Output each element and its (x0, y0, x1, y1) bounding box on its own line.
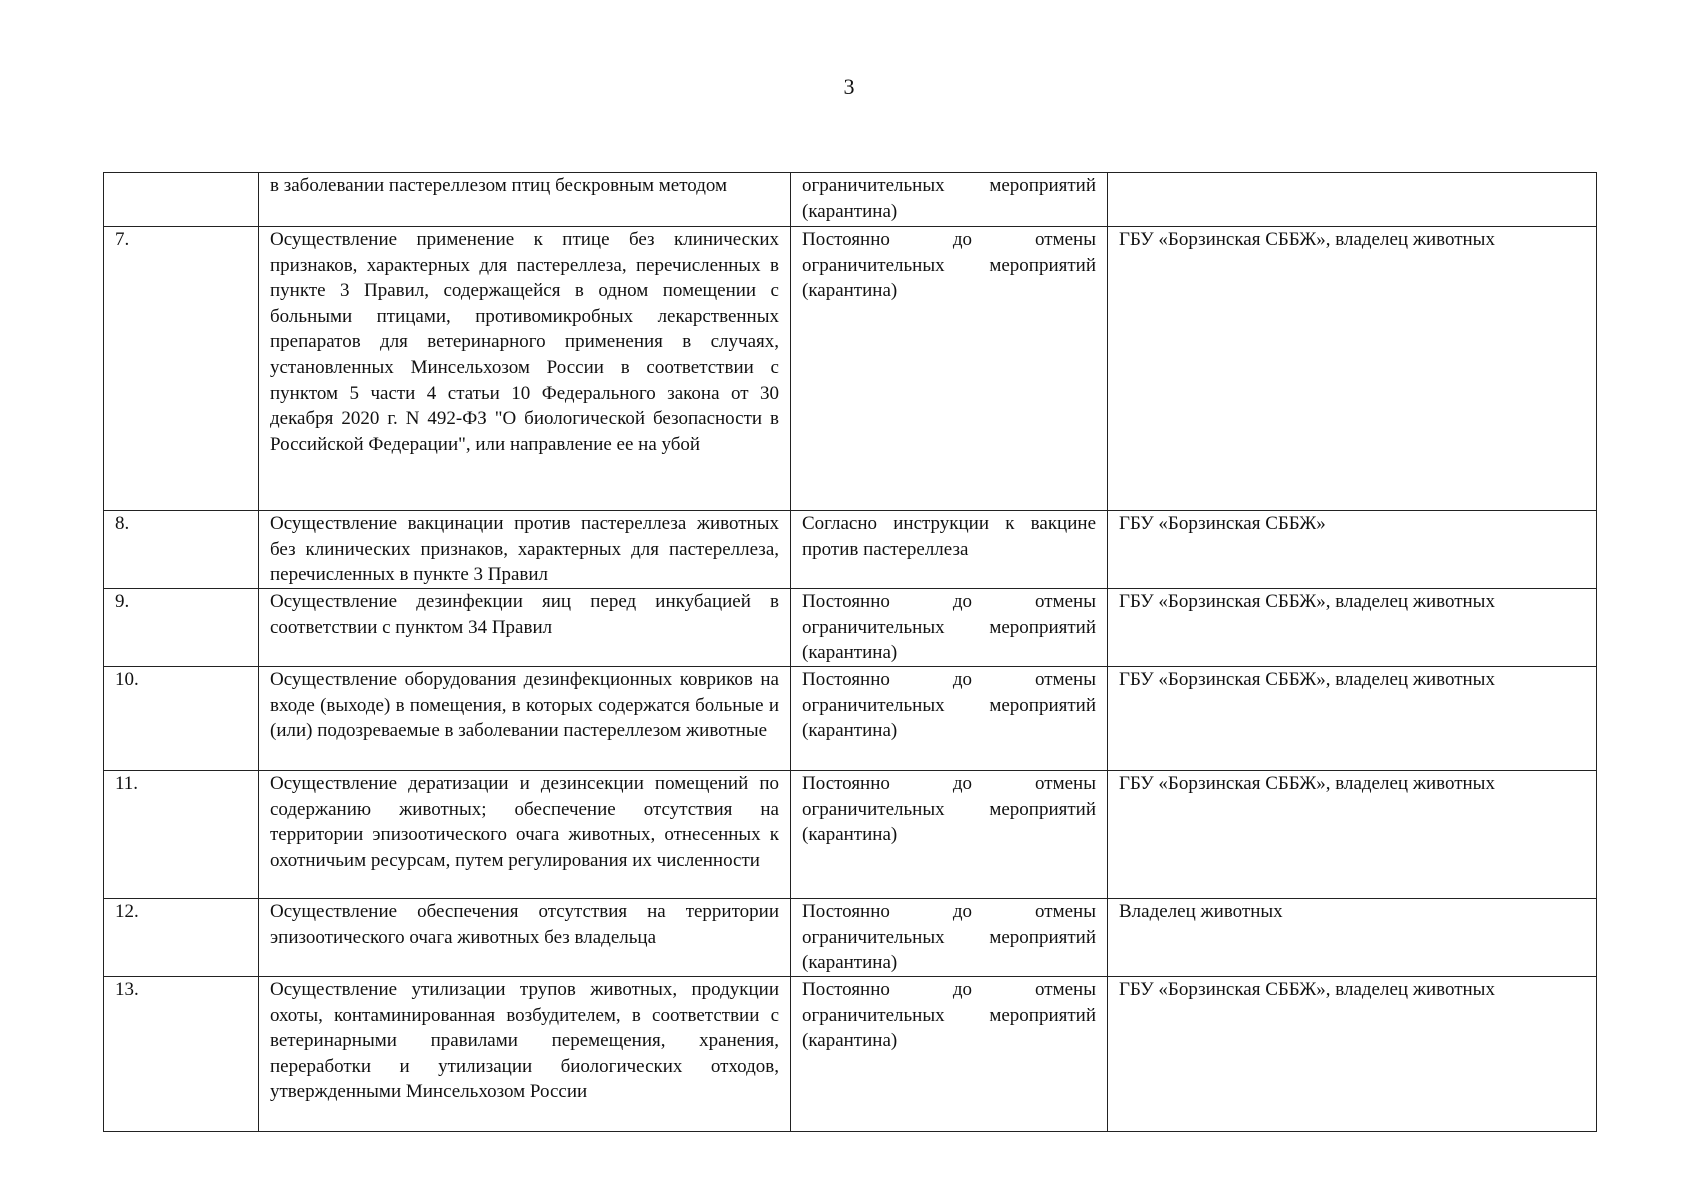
measure-description: Осуществление дератизации и дезинсекции помещений по содержанию животных; обеспечение отсутствия на территории эпизоотического очага животных, отнесенных к охотничьим ресурсам, путем регулирования их численности (259, 771, 791, 899)
table-row (104, 771, 1597, 899)
responsible-party: ГБУ «Борзинская СББЖ», владелец животных (1108, 667, 1597, 771)
measure-description: Осуществление применение к птице без клинических признаков, характерных для пастереллеза, перечисленных в пункте 3 Правил, содержащейся в одном помещении с больными птицами, противомикробных лекарственных препаратов для ветеринарного применения в случаях, установленных Минсельхозом России в соответствии с пунктом 5 части 4 статьи 10 Федерального закона от 30 декабря 2020 г. N 492-ФЗ "О биологической безопасности в Российской Федерации", или направление ее на убой (259, 227, 791, 511)
table-row (104, 511, 1597, 589)
responsible-party: ГБУ «Борзинская СББЖ», владелец животных (1108, 227, 1597, 511)
responsible-party (1108, 173, 1597, 227)
responsible-party: Владелец животных (1108, 899, 1597, 977)
row-number: 11. (104, 771, 259, 899)
table-row (104, 589, 1597, 667)
row-number: 12. (104, 899, 259, 977)
measure-term: Постоянно до отмены ограничительных мероприятий (карантина) (791, 227, 1108, 511)
responsible-party: ГБУ «Борзинская СББЖ», владелец животных (1108, 771, 1597, 899)
responsible-party: ГБУ «Борзинская СББЖ», владелец животных (1108, 589, 1597, 667)
table-row (104, 977, 1597, 1132)
measure-term: Постоянно до отмены ограничительных мероприятий (карантина) (791, 589, 1108, 667)
row-number: 10. (104, 667, 259, 771)
measure-term: Постоянно до отмены ограничительных мероприятий (карантина) (791, 899, 1108, 977)
measure-term: Согласно инструкции к вакцине против пастереллеза (791, 511, 1108, 589)
table-row (104, 227, 1597, 511)
row-number (104, 173, 259, 227)
table-row (104, 173, 1597, 227)
measure-description: Осуществление дезинфекции яиц перед инкубацией в соответствии с пунктом 34 Правил (259, 589, 791, 667)
row-number: 13. (104, 977, 259, 1132)
measure-description: Осуществление оборудования дезинфекционных ковриков на входе (выходе) в помещения, в которых содержатся больные и (или) подозреваемые в заболевании пастереллезом животные (259, 667, 791, 771)
row-number: 9. (104, 589, 259, 667)
measure-description: Осуществление обеспечения отсутствия на территории эпизоотического очага животных без владельца (259, 899, 791, 977)
responsible-party: ГБУ «Борзинская СББЖ», владелец животных (1108, 977, 1597, 1132)
measure-description: Осуществление утилизации трупов животных, продукции охоты, контаминированная возбудителем, в соответствии с ветеринарными правилами перемещения, хранения, переработки и утилизации биологических отходов, утвержденными Минсельхозом России (259, 977, 791, 1132)
measure-description: Осуществление вакцинации против пастереллеза животных без клинических признаков, характерных для пастереллеза, перечисленных в пункте 3 Правил (259, 511, 791, 589)
measure-term: Постоянно до отмены ограничительных мероприятий (карантина) (791, 667, 1108, 771)
row-number: 8. (104, 511, 259, 589)
measure-term: ограничительных мероприятий (карантина) (791, 173, 1108, 227)
measure-description: в заболевании пастереллезом птиц бескровным методом (259, 173, 791, 227)
row-number: 7. (104, 227, 259, 511)
responsible-party: ГБУ «Борзинская СББЖ» (1108, 511, 1597, 589)
table-row (104, 899, 1597, 977)
measures-table (103, 172, 1597, 1132)
measure-term: Постоянно до отмены ограничительных мероприятий (карантина) (791, 977, 1108, 1132)
page-number: 3 (843, 74, 855, 99)
table-row (104, 667, 1597, 771)
measure-term: Постоянно до отмены ограничительных мероприятий (карантина) (791, 771, 1108, 899)
